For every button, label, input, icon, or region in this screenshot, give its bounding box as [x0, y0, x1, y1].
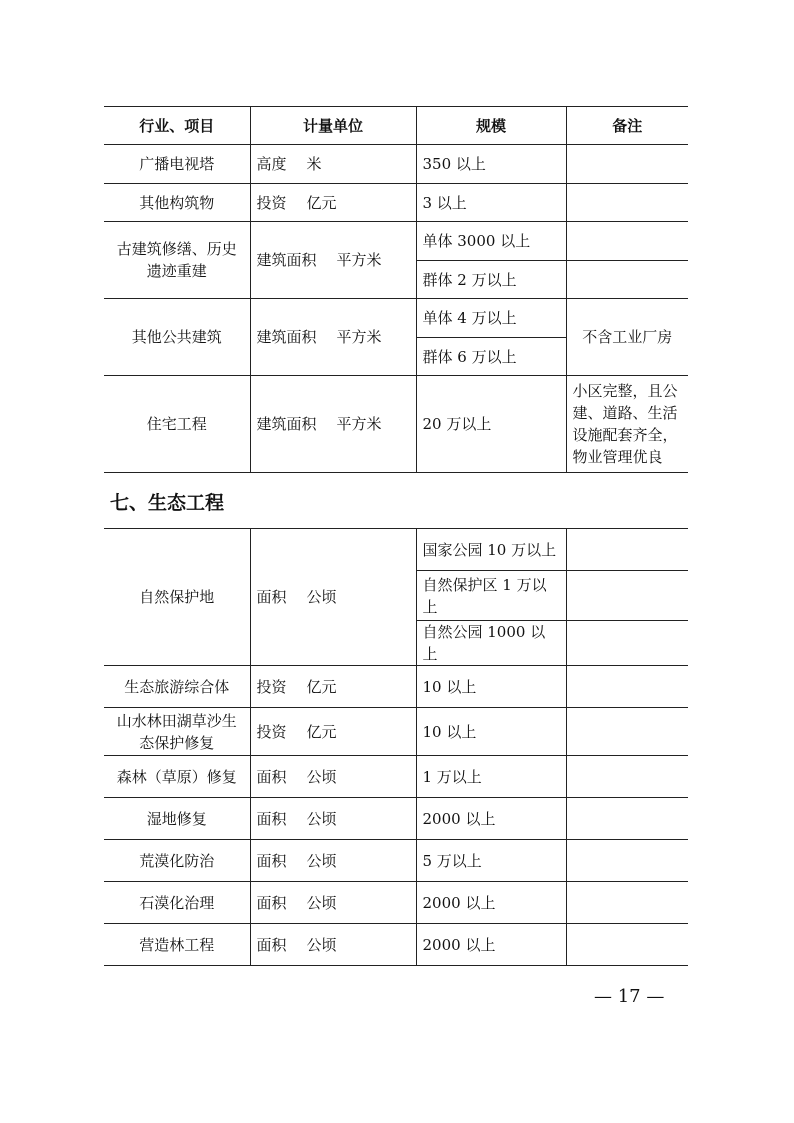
scale-cell: 1 万以上 — [416, 756, 566, 798]
scale-cell: 国家公园 10 万以上 — [416, 529, 566, 571]
item-cell: 其他构筑物 — [104, 184, 250, 222]
note-cell: 小区完整，且公 建、道路、生活 设施配套齐全， 物业管理优良 — [566, 376, 688, 473]
item-cell: 广播电视塔 — [104, 145, 250, 184]
table-row — [104, 798, 688, 840]
note-cell — [566, 571, 688, 621]
scale-cell: 单体 3000 以上 — [416, 222, 566, 261]
item-cell: 营造林工程 — [104, 924, 250, 966]
scale-cell: 自然公园 1000 以上 — [416, 621, 566, 666]
unit-cell: 建筑面积 平方米 — [250, 376, 416, 473]
note-cell — [566, 756, 688, 798]
section-title: 七、生态工程 — [110, 492, 225, 514]
note-cell — [566, 261, 688, 299]
unit-cell: 高度 米 — [250, 145, 416, 184]
unit-cell: 面积 公顷 — [250, 840, 416, 882]
unit-cell: 面积 公顷 — [250, 798, 416, 840]
table-row — [104, 924, 688, 966]
table-row — [104, 376, 688, 473]
scale-cell: 5 万以上 — [416, 840, 566, 882]
table-row — [104, 756, 688, 798]
item-cell: 自然保护地 — [104, 529, 250, 666]
scale-cell: 2000 以上 — [416, 882, 566, 924]
item-cell: 古建筑修缮、历史 遗迹重建 — [104, 222, 250, 299]
scale-cell: 群体 2 万以上 — [416, 261, 566, 299]
note-cell — [566, 529, 688, 571]
item-cell: 其他公共建筑 — [104, 299, 250, 376]
header-note: 备注 — [566, 107, 688, 145]
table-row — [104, 882, 688, 924]
header-item: 行业、项目 — [104, 107, 250, 145]
note-cell — [566, 924, 688, 966]
item-cell: 住宅工程 — [104, 376, 250, 473]
unit-cell: 面积 公顷 — [250, 529, 416, 666]
note-cell — [566, 666, 688, 708]
table-row — [104, 708, 688, 756]
note-cell — [566, 621, 688, 666]
scale-cell: 10 以上 — [416, 708, 566, 756]
item-cell: 生态旅游综合体 — [104, 666, 250, 708]
unit-cell: 建筑面积 平方米 — [250, 299, 416, 376]
scale-cell: 3 以上 — [416, 184, 566, 222]
unit-cell: 面积 公顷 — [250, 924, 416, 966]
unit-cell: 建筑面积 平方米 — [250, 222, 416, 299]
note-cell — [566, 798, 688, 840]
unit-cell: 投资 亿元 — [250, 708, 416, 756]
scale-table-1 — [104, 106, 688, 473]
note-cell — [566, 184, 688, 222]
unit-cell: 面积 公顷 — [250, 756, 416, 798]
header-unit: 计量单位 — [250, 107, 416, 145]
note-cell: 不含工业厂房 — [566, 299, 688, 376]
scale-cell: 群体 6 万以上 — [416, 338, 566, 376]
unit-cell: 面积 公顷 — [250, 882, 416, 924]
note-cell — [566, 145, 688, 184]
scale-cell: 2000 以上 — [416, 924, 566, 966]
scale-cell: 2000 以上 — [416, 798, 566, 840]
unit-cell: 投资 亿元 — [250, 184, 416, 222]
table-row — [104, 145, 688, 184]
item-cell: 湿地修复 — [104, 798, 250, 840]
unit-cell: 投资 亿元 — [250, 666, 416, 708]
scale-table-2 — [104, 528, 688, 966]
item-cell: 石漠化治理 — [104, 882, 250, 924]
scale-cell: 单体 4 万以上 — [416, 299, 566, 338]
table-row — [104, 222, 688, 261]
table-row — [104, 299, 688, 338]
scale-cell: 350 以上 — [416, 145, 566, 184]
table-row — [104, 529, 688, 571]
page-number: — 17 — — [594, 986, 665, 1007]
table-header-row — [104, 107, 688, 145]
scale-cell: 自然保护区 1 万以 上 — [416, 571, 566, 621]
item-cell: 荒漠化防治 — [104, 840, 250, 882]
table-row — [104, 840, 688, 882]
item-cell: 山水林田湖草沙生 态保护修复 — [104, 708, 250, 756]
note-cell — [566, 222, 688, 261]
item-cell: 森林（草原）修复 — [104, 756, 250, 798]
table-row — [104, 184, 688, 222]
scale-cell: 10 以上 — [416, 666, 566, 708]
table-row — [104, 666, 688, 708]
note-cell — [566, 708, 688, 756]
note-cell — [566, 882, 688, 924]
scale-cell: 20 万以上 — [416, 376, 566, 473]
header-scale: 规模 — [416, 107, 566, 145]
note-cell — [566, 840, 688, 882]
